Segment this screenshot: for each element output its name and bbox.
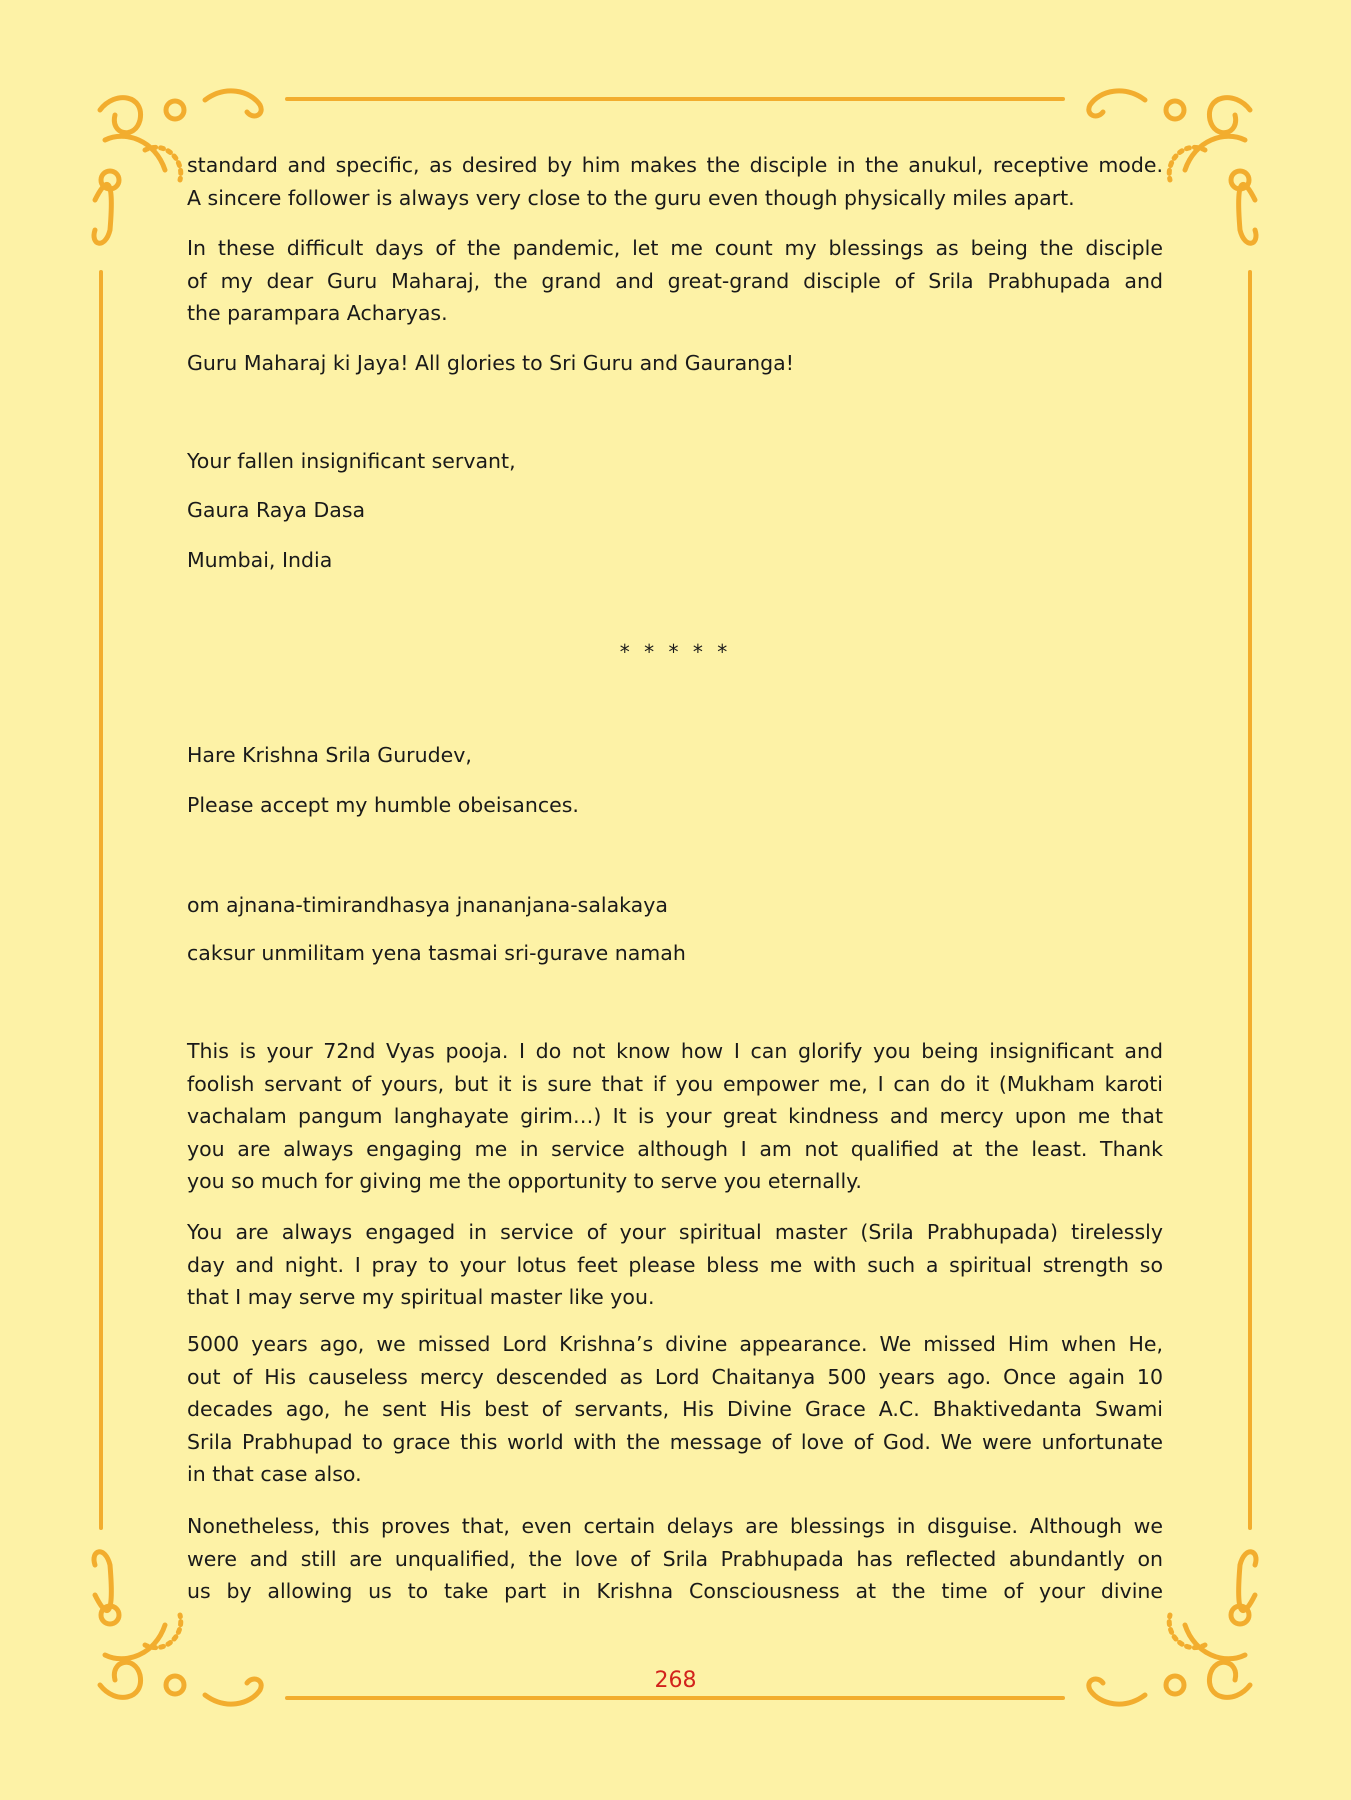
border-bottom [285,1696,1065,1700]
text-line: vachalam pangum langhayate girim…) It is your great kindness and mercy upon me that [187,1104,1163,1129]
text-line: caksur unmilitam yena tasmai sri-gurave namah [187,941,686,965]
text-line: This is your 72nd Vyas pooja. I do not know how I can glorify you being insignificant and [187,1039,1163,1063]
text-line: Mumbai, India [187,548,333,572]
obeisances [187,789,1163,822]
text-line: of my dear Guru Maharaj, the grand and great-grand disciple of Srila Prabhupada and [187,268,1163,293]
text-line: standard and specific, as desired by him makes the disciple in the anukul, receptive mode. [187,153,1163,177]
text-line: Nonetheless, this proves that, even certain delays are blessings in disguise. Although we [187,1514,1163,1538]
text-line: day and night. I pray to your lotus feet please bless me with such a spiritual strength so [187,1252,1163,1277]
text-line: In these difficult days of the pandemic, let me count my blessings as being the disciple [187,236,1163,260]
text-line: Please accept my humble obeisances. [187,793,579,817]
border-left [99,270,103,1530]
page-number: 268 [654,1668,697,1693]
text-line: 5000 years ago, we missed Lord Krishna’s divine appearance. We missed Him when He, [187,1332,1163,1356]
text-line: Gaura Raya Dasa [187,498,366,522]
paragraph-2 [187,232,1163,330]
text-line: foolish servant of yours, but it is sure that if you empower me, I can do it (Mukham karoti [187,1071,1163,1096]
text-line: out of His causeless mercy descended as Lord Chaitanya 500 years ago. Once again 10 [187,1364,1163,1389]
text-line: Your fallen insignificant servant, [187,449,516,473]
text-line: A sincere follower is always very close to the guru even though physically miles apart. [187,185,1075,210]
signoff [187,445,1163,478]
border-right [1248,270,1252,1530]
text-line: the parampara Acharyas. [187,301,448,326]
section-separator: * * * * * [619,640,732,664]
text-line: you so much for giving me the opportunity to serve you eternally. [187,1169,862,1194]
verse-line-1 [187,889,1163,922]
paragraph-1 [187,149,1163,214]
text-line: You are always engaged in service of your spiritual master (Srila Prabhupada) tirelessly [187,1220,1163,1244]
text-line: Srila Prabhupad to grace this world with the message of love of God. We were unfortunate [187,1429,1163,1454]
text-line: you are always engaging me in service although I am not qualified at the least. Thank [187,1136,1163,1161]
paragraph-history [187,1328,1163,1491]
text-line: om ajnana-timirandhasya jnananjana-salakaya [187,893,668,917]
verse-line-2 [187,937,1163,970]
border-top [285,97,1065,101]
text-line: decades ago, he sent His best of servants, His Divine Grace A.C. Bhaktivedanta Swami [187,1397,1163,1422]
text-line: Guru Maharaj ki Jaya! All glories to Sri Guru and Gauranga! [187,351,794,375]
paragraph-service [187,1216,1163,1314]
text-line: in that case also. [187,1462,362,1487]
signature-location [187,544,1163,577]
signature-name [187,494,1163,527]
paragraph-blessings [187,1510,1163,1608]
greeting [187,739,1163,772]
text-line: us by allowing us to take part in Krishna Consciousness at the time of your divine [187,1579,1163,1604]
text-line: that I may serve my spiritual master like you. [187,1285,655,1310]
text-line: Hare Krishna Srila Gurudev, [187,743,472,767]
text-line: were and still are unqualified, the love of Srila Prabhupada has reflected abundantly on [187,1546,1163,1571]
salutation [187,347,1163,380]
paragraph-vyas-pooja [187,1035,1163,1198]
